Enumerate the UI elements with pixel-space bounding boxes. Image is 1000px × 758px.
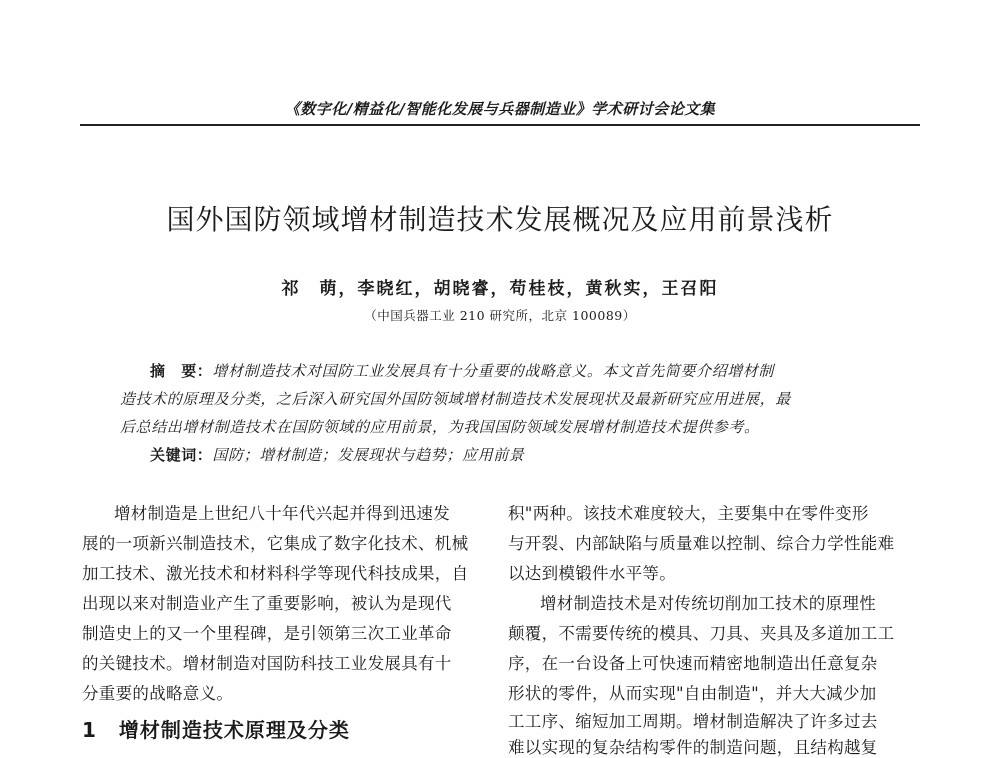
abstract-line-1 (150, 360, 774, 381)
authors: 祁 萌，李晓红，胡晓睿，苟桂枝，黄秋实，王召阳 (281, 279, 719, 299)
right-line-1: 积"两种。该技术难度较大，主要集中在零件变形 (508, 504, 869, 523)
keywords-line (150, 444, 524, 465)
right-line-9: 难以实现的复杂结构零件的制造问题，且结构越复 (508, 738, 878, 757)
left-line-6: 的关键技术。增材制造对国防科技工业发展具有十 (82, 654, 452, 673)
header-rule (80, 124, 920, 126)
right-line-5: 颠覆，不需要传统的模具、刀具、夹具及多道加工工 (508, 624, 895, 643)
section-number: 1 (82, 718, 97, 742)
running-header: 《数字化/精益化/智能化发展与兵器制造业》学术研讨会论文集 (284, 100, 716, 118)
right-line-3: 以达到模锻件水平等。 (508, 564, 676, 583)
keywords-label: 关键词： (150, 446, 213, 464)
left-line-7: 分重要的战略意义。 (82, 684, 234, 703)
left-line-4: 出现以来对制造业产生了重要影响，被认为是现代 (82, 594, 452, 613)
left-line-5: 制造史上的又一个里程碑，是引领第三次工业革命 (82, 624, 452, 643)
abstract-label: 摘 要： (150, 362, 213, 380)
left-line-3: 加工技术、激光技术和材料科学等现代科技成果，自 (82, 564, 469, 583)
section-title: 增材制造技术原理及分类 (118, 718, 350, 742)
abstract-line-2: 造技术的原理及分类，之后深入研究国外国防领域增材制造技术发展现状及最新研究应用进展，最 (120, 390, 791, 408)
right-line-4: 增材制造技术是对传统切削加工技术的原理性 (540, 594, 876, 613)
keywords-text: 国防；增材制造；发展现状与趋势；应用前景 (212, 446, 525, 464)
left-line-2: 展的一项新兴制造技术，它集成了数字化技术、机械 (82, 534, 469, 553)
abstract-text: 增材制造技术对国防工业发展具有十分重要的战略意义。本文首先简要介绍增材制 (212, 362, 775, 380)
paper-title: 国外国防领域增材制造技术发展概况及应用前景浅析 (166, 203, 834, 236)
section-heading (82, 714, 350, 743)
abstract-line-3: 后总结出增材制造技术在国防领域的应用前景，为我国国防领域发展增材制造技术提供参考。 (120, 418, 760, 436)
right-line-2: 与开裂、内部缺陷与质量难以控制、综合力学性能难 (508, 534, 895, 553)
right-line-8: 工工序、缩短加工周期。增材制造解决了许多过去 (508, 712, 878, 731)
right-line-7: 形状的零件，从而实现"自由制造"，并大大减少加 (508, 684, 877, 703)
affiliation: （中国兵器工业 210 研究所，北京 100089） (364, 308, 636, 323)
left-line-1: 增材制造是上世纪八十年代兴起并得到迅速发 (114, 504, 450, 523)
right-line-6: 序，在一台设备上可快速而精密地制造出任意复杂 (508, 654, 878, 673)
